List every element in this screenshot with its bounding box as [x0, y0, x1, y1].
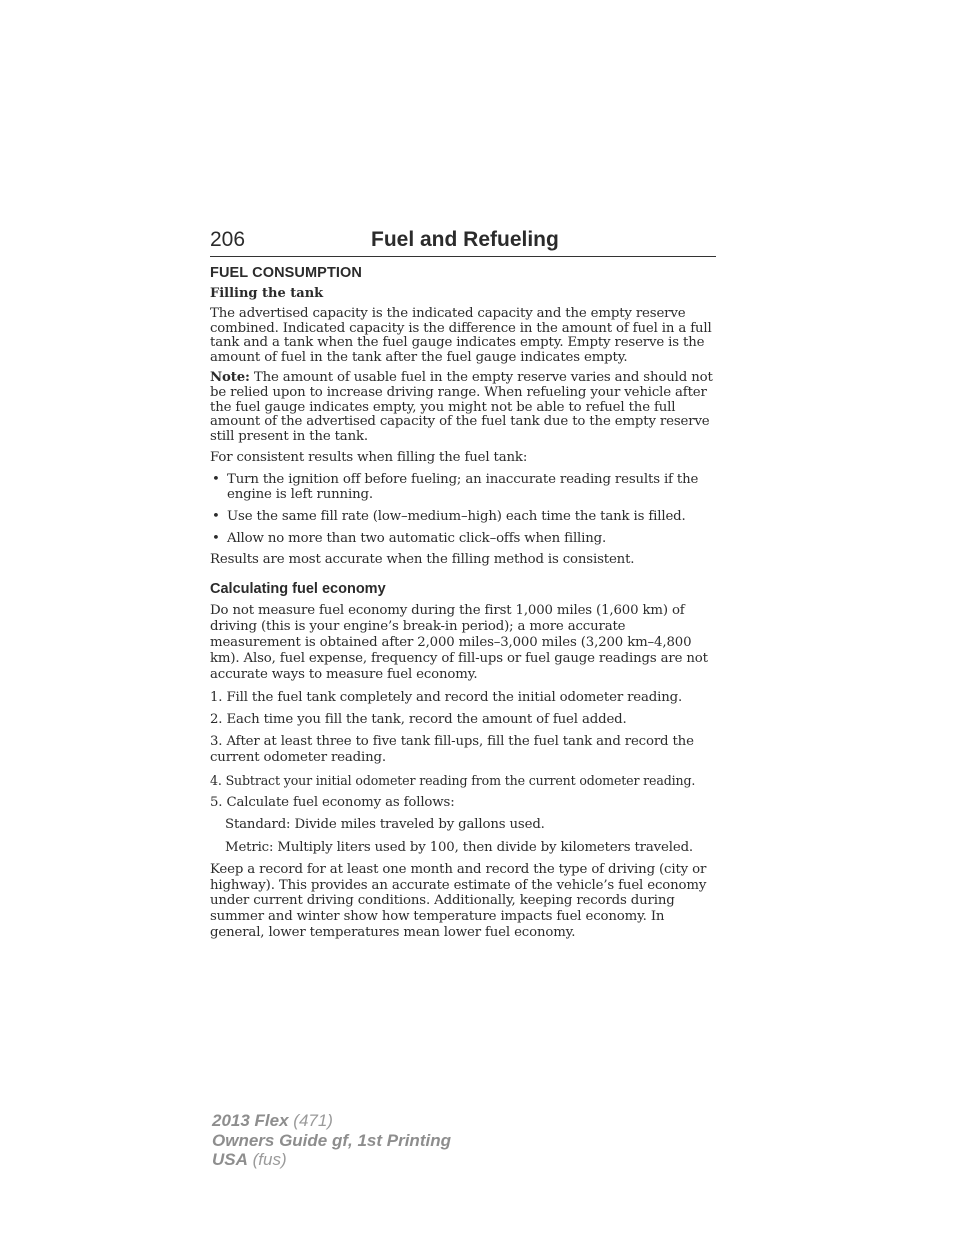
bullet-icon: •: [212, 508, 220, 524]
footer-market-line: USA (fus): [212, 1150, 287, 1169]
list-item: • Use the same fill rate (low–medium–high) each time the tank is filled.: [212, 508, 686, 524]
standard-formula: Standard: Divide miles traveled by gallons used.: [225, 817, 545, 833]
note-text: The amount of usable fuel in the empty reserve varies and should not be relied upon to increase driving range. When refueling your vehicle after the fuel gauge indicates empty, you might not be able to refuel the full amount of the advertised capacity of the fuel tank due to the empty reserve still present in the tank.: [210, 370, 713, 444]
page-number: 206: [210, 228, 246, 251]
chapter-title: Fuel and Refueling: [371, 228, 559, 251]
print-footer: [212, 1111, 451, 1170]
calculating-heading: Calculating fuel economy: [210, 580, 386, 597]
note-label: Note:: [210, 370, 250, 386]
footer-guide-line: Owners Guide gf, 1st Printing: [212, 1130, 451, 1150]
page-content: [210, 228, 716, 941]
step-item: 4. Subtract your initial odometer reading from the current odometer reading.: [210, 772, 696, 788]
bullet-icon: •: [212, 531, 220, 547]
section-title: FUEL CONSUMPTION: [210, 265, 362, 281]
note-paragraph: [210, 371, 716, 444]
page-header: [210, 228, 716, 257]
filling-heading: Filling the tank: [210, 286, 324, 301]
filling-bullet-list: [210, 472, 716, 547]
step-item: 2. Each time you fill the tank, record the amount of fuel added.: [210, 711, 627, 727]
filling-intro: For consistent results when filling the fuel tank:: [210, 450, 528, 466]
step-item: 3. After at least three to five tank fill-ups, fill the fuel tank and record the current odometer reading.: [210, 733, 694, 766]
calculating-paragraph: Do not measure fuel economy during the first 1,000 miles (1,600 km) of driving (this is your engine’s break-in period); a more accurate measurement is obtained after 2,000 miles–3,000 miles (3,200 km–4,800 km). Also, fuel expense, frequency of fill-ups or fuel gauge readings are not accurate ways to measure fuel economy.: [210, 602, 708, 683]
steps-list: [210, 690, 716, 855]
list-item: • Allow no more than two automatic click–offs when filling.: [212, 531, 607, 547]
step-item: 5. Calculate fuel economy as follows:: [210, 795, 455, 811]
capacity-paragraph: The advertised capacity is the indicated capacity and the empty reserve combined. Indicated capacity is the difference in the amount of fuel in a full tank and a tank when the fuel gauge indicates empty. Empty reserve is the amount of fuel in the tank after the fuel gauge indicates empty.: [210, 306, 712, 365]
closing-paragraph: Keep a record for at least one month and record the type of driving (city or highway). This provides an accurate estimate of the vehicle’s fuel economy under current driving conditions. Additionally, keeping records during summer and winter show how temperature impacts fuel economy. In general, lower temperatures mean lower fuel economy.: [210, 861, 707, 940]
filling-result: Results are most accurate when the filling method is consistent.: [210, 552, 635, 568]
bullet-icon: •: [212, 471, 220, 487]
list-item: • Turn the ignition off before fueling; an inaccurate reading results if the engine is left running.: [212, 471, 699, 502]
metric-formula: Metric: Multiply liters used by 100, then divide by kilometers traveled.: [225, 839, 694, 855]
step-item: 1. Fill the fuel tank completely and record the initial odometer reading.: [210, 689, 683, 705]
footer-model-line: 2013 Flex (471): [212, 1111, 333, 1130]
